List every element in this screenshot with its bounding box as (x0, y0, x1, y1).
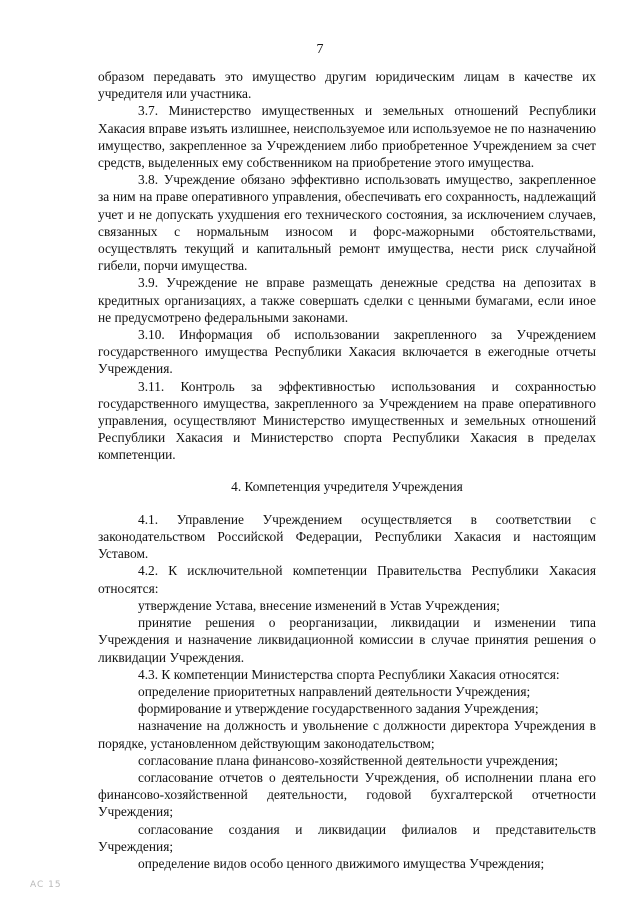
paragraph: 3.9. Учреждение не вправе размещать денежные средства на депозитах в кредитных организациях, а также совершать сделки с ценными бумагами, если иное не предусмотрено федеральными законами. (98, 275, 596, 325)
paragraph: 4.1. Управление Учреждением осуществляется в соответствии с законодательством Российской Федерации, Республики Хакасия и настоящим Уставом. (98, 511, 596, 562)
paragraph: определение видов особо ценного движимого имущества Учреждения; (138, 855, 545, 871)
document-body (98, 68, 596, 872)
paragraph: 3.8. Учреждение обязано эффективно использовать имущество, закрепленное за ним на праве оперативного управления, обеспечивать его сохранность, надлежащий учет и не допускать ухудшения его технического состояния, за исключением случаев, связанных с нормальным износом и форс-мажорными обстоятельствами, осуществлять текущий и капитальный ремонт имущества, нести риск случайной гибели, порчи имущества. (98, 172, 596, 274)
paragraph: назначение на должность и увольнение с должности директора Учреждения в порядке, установленном действующим законодательством; (98, 718, 596, 751)
paragraph: 3.10. Информация об использовании закрепленного за Учреждением государственного имущества Республики Хакасия включается в ежегодные отчеты Учреждения. (98, 327, 596, 377)
section-4-paragraphs (98, 511, 596, 872)
section-3-paragraphs (98, 68, 596, 464)
paragraph: формирование и утверждение государственного задания Учреждения; (138, 701, 539, 717)
paragraph: определение приоритетных направлений деятельности Учреждения; (138, 683, 531, 699)
paragraph: утверждение Устава, внесение изменений в Устав Учреждения; (138, 597, 500, 613)
paragraph: 3.7. Министерство имущественных и земельных отношений Республики Хакасия вправе изъять излишнее, неиспользуемое или используемое не по назначению имущество, закрепленное за Учреждением либо приобретенное Учреждением за счет средств, выделенных ему собственником на приобретение этого имущества. (98, 103, 596, 171)
paragraph: согласование отчетов о деятельности Учреждения, об исполнении плана его финансово-хозяйственной деятельности, годовой бухгалтерской отчетности Учреждения; (98, 769, 596, 820)
paragraph: 4.2. К исключительной компетенции Правительства Республики Хакасия относятся: (98, 563, 596, 596)
section-heading: 4. Компетенция учредителя Учреждения (231, 478, 463, 494)
paragraph: образом передавать это имущество другим юридическим лицам в качестве их учредителя или участника. (98, 69, 596, 102)
paragraph: 3.11. Контроль за эффективностью использования и сохранностью государственного имущества, закрепленного за Учреждением на праве оперативного управления, осуществляют Министерство имущественных и земельных отношений Республики Хакасия и Министерство спорта Республики Хакасия в пределах компетенции. (98, 378, 596, 463)
paragraph: принятие решения о реорганизации, ликвидации и изменении типа Учреждения и назначение ликвидационной комиссии в случае принятия решения о ликвидации Учреждения. (98, 615, 596, 665)
paragraph: согласование создания и ликвидации филиалов и представительств Учреждения; (98, 821, 596, 854)
paragraph: 4.3. К компетенции Министерства спорта Республики Хакасия относятся: (138, 666, 560, 682)
page-number: 7 (316, 42, 324, 57)
paragraph: согласование плана финансово-хозяйственной деятельности учреждения; (138, 752, 559, 768)
scan-mark: AC 15 (30, 880, 62, 890)
